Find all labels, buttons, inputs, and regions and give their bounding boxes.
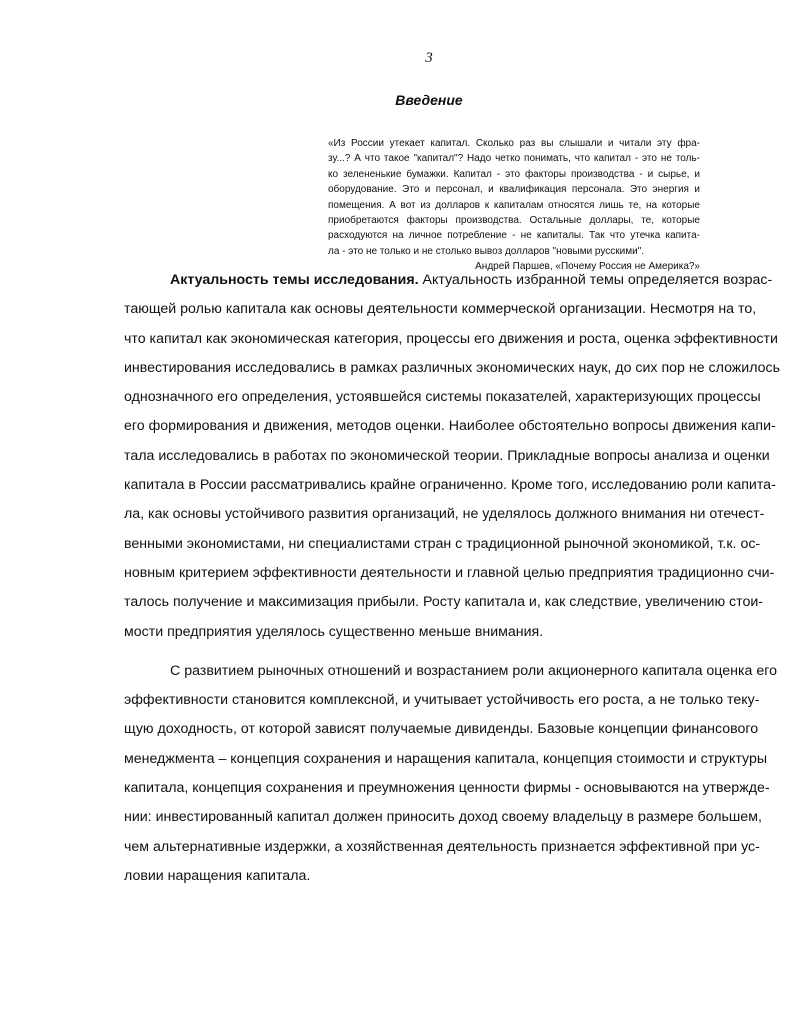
body-text <box>124 266 781 891</box>
epigraph-line: оборудование. Это и персонал, и квалификация персонала. Это энергия и <box>328 184 700 196</box>
epigraph-line: приобретаются факторы производства. Остальные доллары, те, которые <box>328 215 700 227</box>
epigraph-line: «Из России утекает капитал. Сколько раз вы слышали и читали эту фра- <box>328 138 700 149</box>
paragraph-1-line: ла, как основы устойчивого развития организаций, не уделялось должного внимания ни отечест- <box>124 506 765 523</box>
page-number: 3 <box>425 50 433 66</box>
paragraph-1-line: однозначного его определения, устоявшейся системы показателей, характеризующих процессы <box>124 389 761 406</box>
paragraph-1-line: что капитал как экономическая категория, процессы его движения и роста, оценка эффективности <box>124 330 778 347</box>
paragraph-1-line: талось получение и максимизация прибыли. Росту капитала и, как следствие, увеличению стои- <box>124 594 764 611</box>
paragraph-2-line: С развитием рыночных отношений и возрастанием роли акционерного капитала оценка его <box>170 662 777 679</box>
epigraph-line: ко зелененькие бумажки. Капитал - это факторы производства - и сырье, и <box>328 168 700 180</box>
paragraph-gap <box>124 647 744 657</box>
epigraph-line: ла - это не только и не столько вывоз долларов "новыми русскими". <box>328 245 645 257</box>
paragraph-1-line: мости предприятия уделялось существенно меньше внимания. <box>124 623 544 640</box>
paragraph-2-line: щую доходность, от которой зависят получаемые дивиденды. Базовые концепции финансового <box>124 721 759 738</box>
paragraph-2-line: ловии наращения капитала. <box>124 867 311 884</box>
epigraph-attribution: Андрей Паршев, «Почему Россия не Америка?» <box>475 261 700 273</box>
paragraph-2-line: капитала, концепция сохранения и преумножения ценности фирмы - основываются на утвержде- <box>124 780 770 797</box>
section-heading: Введение <box>395 92 463 108</box>
epigraph-line: расходуются на личное потребление - не капиталы. Так что утечка капита- <box>328 230 700 242</box>
topic-relevance-lead: Актуальность темы исследования. <box>170 272 419 288</box>
epigraph-line: зу...? А что такое "капитал"? Надо четко понимать, что капитал - это не толь- <box>328 153 700 165</box>
paragraph-1-line: тала исследовались в работах по экономической теории. Прикладные вопросы анализа и оценки <box>124 447 770 464</box>
paragraph-2-line: эффективности становится комплексной, и учитывает устойчивость его роста, а не только теку- <box>124 692 760 709</box>
paragraph-1-line: новным критерием эффективности деятельности и главной целью предприятия традиционно счи- <box>124 564 775 581</box>
paragraph-1-line: его формирования и движения, методов оценки. Наиболее обстоятельно вопросы движения капи- <box>124 418 776 435</box>
epigraph <box>328 136 700 275</box>
paragraph-1-first-line-rest: Актуальность избранной темы определяется возрас- <box>418 272 773 288</box>
epigraph-line: помещения. А вот из долларов к капиталам относятся лишь те, на которые <box>328 199 700 211</box>
paragraph-2-line: менеджмента – концепция сохранения и наращения капитала, концепция стоимости и структуры <box>124 750 768 767</box>
paragraph-1-line: венными экономистами, ни специалистами стран с традиционной рыночной экономикой, т.к. ос- <box>124 535 761 552</box>
paragraph-1-first-line <box>124 266 773 295</box>
paragraph-2-line: чем альтернативные издержки, а хозяйственная деятельность признается эффективной при ус- <box>124 838 760 855</box>
paragraph-1-line: тающей ролью капитала как основы деятельности коммерческой организации. Несмотря на то, <box>124 301 757 318</box>
paragraph-1-line: капитала в России рассматривались крайне ограниченно. Кроме того, исследованию роли капита- <box>124 477 776 494</box>
paragraph-1-line: инвестирования исследовались в рамках различных экономических наук, до сих пор не сложилось <box>124 359 781 376</box>
paragraph-2-line: нии: инвестированный капитал должен приносить доход своему владельцу в размере большем, <box>124 809 762 826</box>
